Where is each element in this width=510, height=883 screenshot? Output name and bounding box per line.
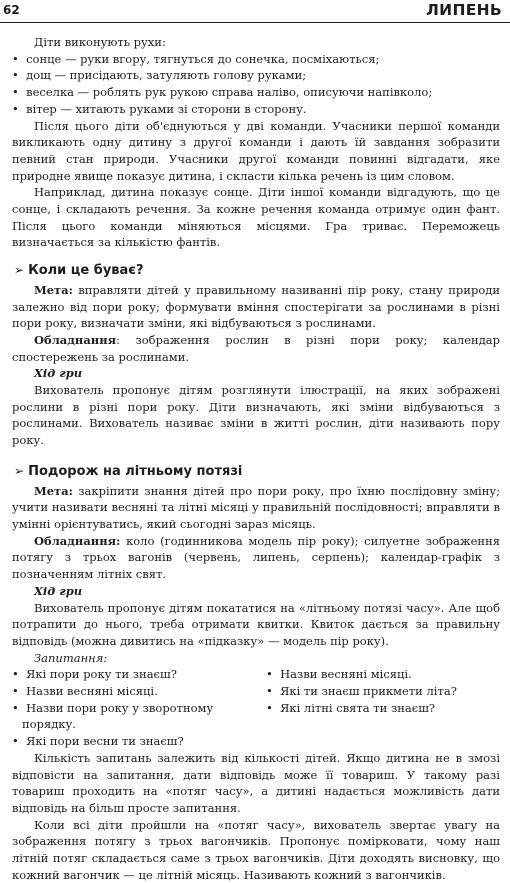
- intro-paragraph-teams: Після цього діти об'єднуються у дві команди. Учасники першої команди викликають одну дитину з другої команди і дають їй завдання зобразити певний стан природи. Учасники другої команди повинні відгадати, яке природне явище показує дитина, і скласти кілька речень із цим словом.: [12, 118, 500, 183]
- game-process-heading: Хід гри: [34, 366, 83, 381]
- goal-text: вправляти дітей у правильному називанні пір року, стану природи залежно від пори року; формувати вміння спостерігати за рослинами в різні пори року, визначати зміни, які відбуваються з рослинами.: [12, 282, 500, 331]
- section-heading-summer-train: [12, 463, 500, 481]
- page-body: [12, 34, 500, 883]
- goal-label: Мета:: [34, 483, 73, 498]
- section-title: Коли це буває?: [28, 263, 144, 279]
- arrow-bullet-icon: ➢: [14, 463, 25, 478]
- question-item: • Які літні свята ти знаєш?: [258, 700, 500, 733]
- game-process-heading: Хід гри: [34, 583, 83, 598]
- equipment-paragraph: [12, 332, 500, 365]
- move-item-wind: • вітер — хитають руками зі сторони в сторону.: [12, 101, 500, 118]
- page-number: 62: [3, 3, 20, 17]
- question-item: • Які ти знаєш прикмети літа?: [258, 683, 500, 700]
- game-process-text: Вихователь пропонує дітям покататися на «літньому потязі часу». Але щоб потрапити до нього, треба отримати квитки. Квиток дається за правильну відповідь (можна дивитись на «підказку» — модель пір року).: [12, 600, 500, 648]
- goal-paragraph: [12, 483, 500, 533]
- section-heading-when: [12, 262, 500, 280]
- goal-paragraph: [12, 282, 500, 332]
- equipment-label: Обладнання: [34, 332, 117, 347]
- question-item: • Назви пори року у зворотному порядку.: [12, 700, 258, 733]
- equipment-text: коло (годинникова модель пір року); силуетне зображення потягу з трьох вагонів (червень, липень, серпень); календар-графік з позначенням літніх свят.: [12, 533, 500, 582]
- intro-paragraph-example: Наприклад, дитина показує сонце. Діти іншої команди відгадують, що це сонце, і складають речення. За кожне речення команда отримує один фант. Після цього команди міняються місцями. Гра триває. Переможець визначається за кількістю фантів.: [12, 185, 500, 250]
- goal-label: Мета:: [34, 282, 73, 297]
- question-item: • Які пори весни ти знаєш?: [12, 733, 258, 750]
- section-title: Подорож на літньому потязі: [28, 463, 243, 479]
- move-item-sun: • сонце — руки вгору, тягнуться до сонечка, посміхаються;: [12, 51, 500, 68]
- questions-heading: Запитання:: [34, 650, 108, 665]
- question-item: • Назви весняні місяці.: [258, 666, 500, 683]
- question-item: • Назви весняні місяці.: [12, 683, 258, 700]
- equipment-label: Обладнання:: [34, 533, 121, 548]
- equipment-paragraph: [12, 533, 500, 583]
- closing-paragraph: Коли всі діти пройшли на «потяг часу», вихователь звертає увагу на зображення потягу з трьох вагончиків. Пропонує помірковати, чому наш літній потяг складається саме з трьох вагончиків. Діти доходять висновку, що кожний вагончик — це літній місяць. Називають кожний з вагончиків.: [12, 817, 500, 882]
- question-item: • Які пори року ти знаєш?: [12, 666, 258, 683]
- intro-lead: Діти виконують рухи:: [34, 35, 166, 49]
- questions-list: [12, 666, 500, 750]
- move-item-rainbow: • веселка — роблять рук рукою справа наліво, описуючи напівколо;: [12, 84, 500, 101]
- running-title: ЛИПЕНЬ: [426, 1, 502, 19]
- questions-note-paragraph: Кількість запитань залежить від кількості дітей. Якщо дитина не в змозі відповісти на запитання, дати відповідь може її товариш. У такому разі товариш проходить на «потяг часу», а дитині надається можливість дати відповідь на більш просте запитання.: [12, 750, 500, 815]
- game-process-text: Вихователь пропонує дітям розглянути ілюстрації, на яких зображені рослини в різні пори року. Діти визначають, які зміни відбуваються з рослинами. Вихователь називає зміни в житті рослин, діти називають пору року.: [12, 383, 500, 448]
- page-header: [0, 0, 510, 23]
- move-item-rain: • дощ — присідають, затуляють голову руками;: [12, 67, 500, 84]
- goal-text: закріпити знання дітей про пори року, про їхню послідовну зміну; учити називати весняні та літні місяці у правильній послідовності; вправляти в умінні орієнтуватись, який сьогодні зараз місяць.: [12, 483, 500, 531]
- equipment-text: : зображення рослин в різні пори року; календар спостережень за рослинами.: [12, 332, 500, 364]
- arrow-bullet-icon: ➢: [14, 263, 25, 278]
